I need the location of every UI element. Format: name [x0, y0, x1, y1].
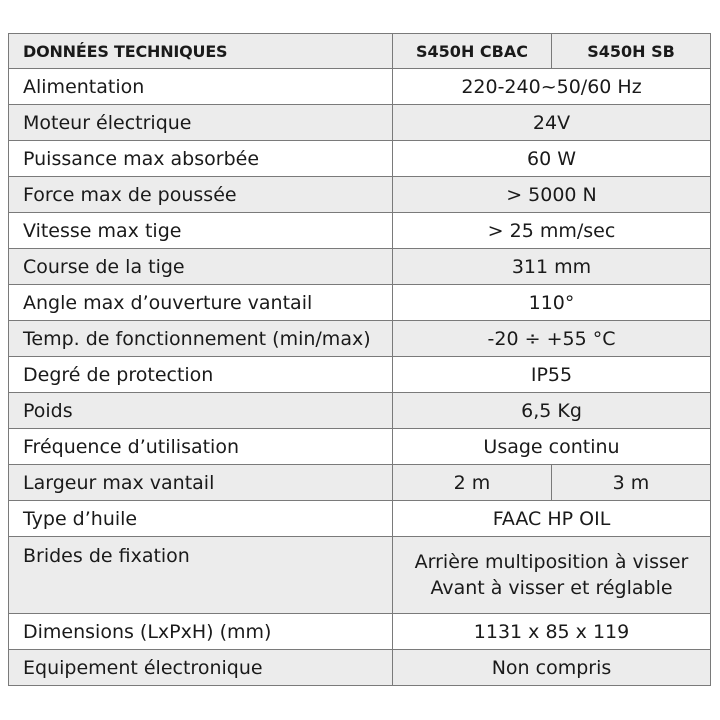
row-value: 220-240~50/60 Hz [393, 69, 711, 105]
row-value: 6,5 Kg [393, 393, 711, 429]
table-row [9, 393, 711, 429]
row-value: 311 mm [393, 249, 711, 285]
row-label: Degré de protection [9, 357, 393, 393]
row-label: Vitesse max tige [9, 213, 393, 249]
tech-spec-table [8, 33, 711, 686]
row-label: Type d’huile [9, 501, 393, 537]
table-row [9, 465, 711, 501]
row-label: Alimentation [9, 69, 393, 105]
row-value: IP55 [393, 357, 711, 393]
row-label: Poids [9, 393, 393, 429]
row-label: Moteur électrique [9, 105, 393, 141]
row-value-line: Avant à visser et réglable [430, 577, 673, 599]
table-row [9, 213, 711, 249]
row-label: Temp. de fonctionnement (min/max) [9, 321, 393, 357]
row-value-line: Arrière multiposition à visser [414, 551, 689, 573]
table-row [9, 614, 711, 650]
table-row [9, 501, 711, 537]
row-value-sb: 3 m [552, 465, 711, 501]
row-label: Largeur max vantail [9, 465, 393, 501]
table-row [9, 429, 711, 465]
row-value: Usage continu [393, 429, 711, 465]
table-row [9, 321, 711, 357]
row-value [393, 537, 711, 614]
row-label: Dimensions (LxPxH) (mm) [9, 614, 393, 650]
header-col-s450h-cbac: S450H CBAC [393, 34, 552, 69]
row-label: Course de la tige [9, 249, 393, 285]
table-header-row [9, 34, 711, 69]
row-value: -20 ÷ +55 °C [393, 321, 711, 357]
table-row [9, 249, 711, 285]
table-row [9, 141, 711, 177]
row-value: 1131 x 85 x 119 [393, 614, 711, 650]
table-row [9, 105, 711, 141]
table-row [9, 69, 711, 105]
table-row [9, 177, 711, 213]
table-row [9, 650, 711, 686]
row-value: 110° [393, 285, 711, 321]
table-row [9, 357, 711, 393]
row-label: Puissance max absorbée [9, 141, 393, 177]
row-label: Brides de fixation [9, 537, 393, 614]
row-label: Angle max d’ouverture vantail [9, 285, 393, 321]
row-value: > 5000 N [393, 177, 711, 213]
table-row [9, 285, 711, 321]
row-value-cbac: 2 m [393, 465, 552, 501]
row-label: Fréquence d’utilisation [9, 429, 393, 465]
row-value: Non compris [393, 650, 711, 686]
row-value: FAAC HP OIL [393, 501, 711, 537]
row-label: Equipement électronique [9, 650, 393, 686]
header-col-s450h-sb: S450H SB [552, 34, 711, 69]
row-value: > 25 mm/sec [393, 213, 711, 249]
row-value: 24V [393, 105, 711, 141]
row-label: Force max de poussée [9, 177, 393, 213]
row-value: 60 W [393, 141, 711, 177]
header-title: DONNÉES TECHNIQUES [9, 34, 393, 69]
table-row [9, 537, 711, 614]
